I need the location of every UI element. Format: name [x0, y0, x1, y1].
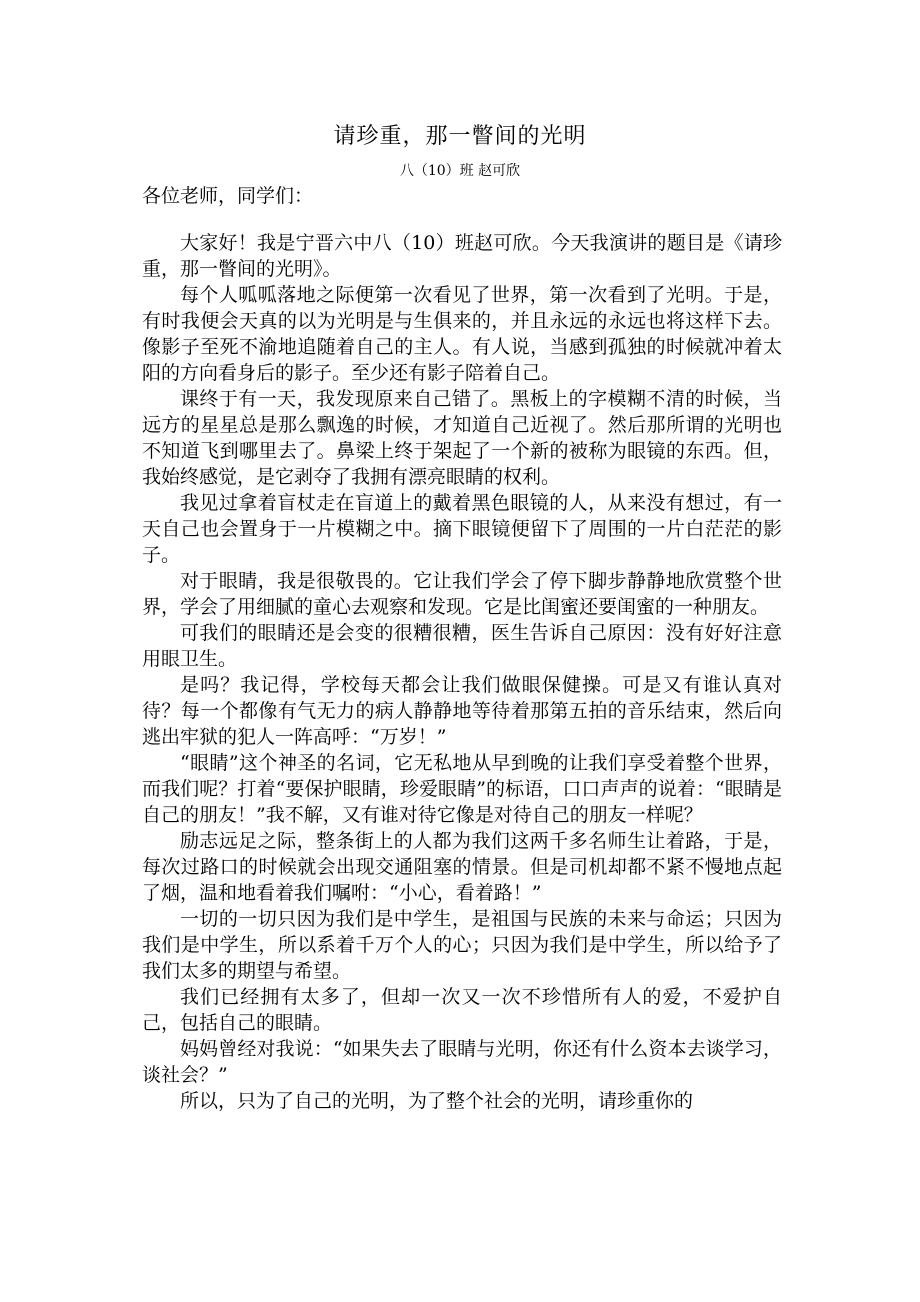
paragraph: 可我们的眼睛还是会变的很糟很糟，医生告诉自己原因：没有好好注意用眼卫生。	[142, 622, 782, 670]
paragraph: 是吗？我记得，学校每天都会让我们做眼保健操。可是又有谁认真对待？每一个都像有气无力的病人静静地等待着那第五拍的音乐结束，然后向逃出牢狱的犯人一阵高呼：“万岁！”	[142, 674, 782, 748]
document-title: 请珍重，那一瞥间的光明	[333, 124, 587, 149]
paragraph: 每个人呱呱落地之际便第一次看见了世界，第一次看到了光明。于是，有时我便会天真的以为光明是与生俱来的，并且永远的永远也将这样下去。像影子至死不渝地追随着自己的主人。有人说，当感到孤独的时候就冲着太阳的方向看身后的影子。至少还有影子陪着自己。	[142, 284, 782, 384]
speech-body	[142, 230, 782, 1114]
paragraph: 励志远足之际，整条街上的人都为我们这两千多名师生让着路，于是，每次过路口的时候就会出现交通阻塞的情景。但是司机却都不紧不慢地点起了烟，温和地看着我们嘱咐：“小心，看着路！”	[142, 830, 782, 904]
paragraph: 所以，只为了自己的光明，为了整个社会的光明，请珍重你的	[180, 1090, 694, 1112]
paragraph: 对于眼睛，我是很敬畏的。它让我们学会了停下脚步静静地欣赏整个世界，学会了用细腻的童心去观察和发现。它是比闺蜜还要闺蜜的一种朋友。	[142, 570, 782, 618]
paragraph: 大家好！我是宁晋六中八（10）班赵可欣。今天我演讲的题目是《请珍重，那一瞥间的光明》。	[142, 232, 782, 280]
paragraph: 我们已经拥有太多了，但却一次又一次不珍惜所有人的爱，不爱护自己，包括自己的眼睛。	[142, 986, 782, 1034]
document-byline: 八（10）班 赵可欣	[399, 163, 521, 179]
paragraph: 课终于有一天，我发现原来自己错了。黑板上的字模糊不清的时候，当远方的星星总是那么飘逸的时候，才知道自己近视了。然后那所谓的光明也不知道飞到哪里去了。鼻梁上终于架起了一个新的被称为眼镜的东西。但，我始终感觉，是它剥夺了我拥有漂亮眼睛的权利。	[142, 388, 782, 488]
paragraph: “眼睛”这个神圣的名词，它无私地从早到晚的让我们享受着整个世界，而我们呢？打着“要保护眼睛，珍爱眼睛”的标语，口口声声的说着：“眼睛是自己的朋友！”我不解，又有谁对待它像是对待自己的朋友一样呢？	[142, 752, 782, 826]
paragraph: 一切的一切只因为我们是中学生，是祖国与民族的未来与命运；只因为我们是中学生，所以系着千万个人的心；只因为我们是中学生，所以给予了我们太多的期望与希望。	[142, 908, 782, 982]
greeting-line: 各位老师，同学们：	[142, 185, 314, 207]
paragraph: 妈妈曾经对我说：“如果失去了眼睛与光明，你还有什么资本去谈学习，谈社会？”	[142, 1038, 782, 1086]
paragraph: 我见过拿着盲杖走在盲道上的戴着黑色眼镜的人，从来没有想过，有一天自己也会置身于一片模糊之中。摘下眼镜便留下了周围的一片白茫茫的影子。	[142, 492, 782, 566]
